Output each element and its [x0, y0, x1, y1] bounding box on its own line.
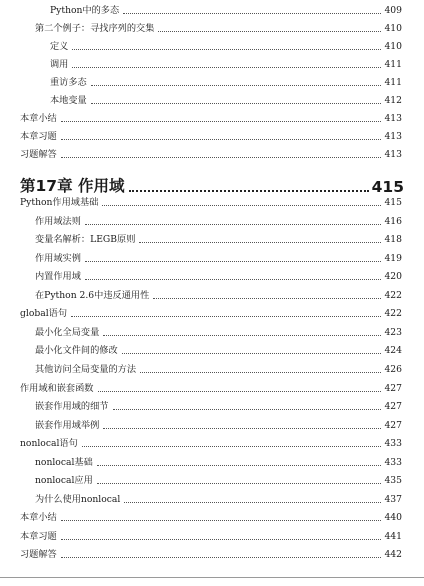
- toc-entry-page-number: 422: [384, 289, 402, 301]
- toc-entry-page-number: 410: [384, 41, 402, 52]
- toc-entry: [20, 195, 402, 209]
- dot-leader: [122, 353, 382, 354]
- toc-entry: [50, 39, 402, 53]
- toc-entry-title: 习题解答: [20, 149, 57, 160]
- toc-entry: [35, 362, 402, 376]
- toc-entry-page-number: 422: [384, 308, 402, 320]
- toc-entry: [35, 269, 402, 283]
- dot-leader: [124, 502, 381, 503]
- toc-entry-title: 嵌套作用域举例: [35, 419, 100, 431]
- chapter-heading: [20, 172, 404, 196]
- toc-entry: [20, 529, 402, 543]
- toc-entry-page-number: 410: [384, 23, 402, 34]
- dot-leader: [103, 335, 381, 336]
- dot-leader: [91, 85, 382, 86]
- toc-entry-page-number: 424: [384, 345, 402, 357]
- toc-entry: [35, 21, 402, 35]
- toc-entry: [20, 306, 402, 320]
- toc-entry-title: 定义: [50, 41, 69, 52]
- toc-entry-title: 最小化文件间的修改: [35, 345, 118, 357]
- toc-entry: [20, 111, 402, 125]
- toc-entry-title: 作用域和嵌套函数: [20, 382, 94, 394]
- toc-entry: [20, 147, 402, 161]
- dot-leader: [103, 428, 381, 429]
- toc-entry-page-number: 413: [384, 149, 402, 160]
- toc-entry-title: 嵌套作用域的细节: [35, 401, 109, 413]
- toc-entry-title: 作用域实例: [35, 252, 81, 264]
- toc-entry-page-number: 416: [384, 215, 402, 227]
- dot-leader: [85, 279, 382, 280]
- dot-leader: [61, 157, 382, 158]
- toc-entry-page-number: 413: [384, 131, 402, 142]
- toc-entry-title: 内置作用域: [35, 271, 81, 283]
- toc-entry-title: 本章小结: [20, 113, 57, 124]
- toc-entry-page-number: 426: [384, 363, 402, 375]
- toc-entry-title: 调用: [50, 59, 69, 70]
- toc-entry-title: 变量名解析：LEGB原则: [35, 234, 136, 246]
- toc-entry-page-number: 418: [384, 234, 402, 246]
- toc-entry: [35, 473, 402, 487]
- toc-entry: [35, 492, 402, 506]
- toc-entry-title: 最小化全局变量: [35, 326, 100, 338]
- dot-leader: [102, 205, 381, 206]
- toc-entry: [50, 93, 402, 107]
- dot-leader: [85, 261, 382, 262]
- toc-entry-title: Python作用域基础: [20, 197, 99, 208]
- toc-entry: [35, 288, 402, 302]
- dot-leader: [123, 13, 381, 14]
- toc-entry-title: Python中的多态: [50, 5, 120, 16]
- toc-entry: [20, 129, 402, 143]
- toc-entry-page-number: 427: [384, 401, 402, 413]
- toc-entry-title: nonlocal应用: [35, 475, 93, 487]
- toc-entry-page-number: 441: [384, 530, 402, 542]
- toc-entry: [20, 510, 402, 524]
- dot-leader: [91, 103, 382, 104]
- dot-leader: [139, 242, 381, 243]
- dot-leader: [85, 224, 382, 225]
- dot-leader: [140, 372, 381, 373]
- toc-entry-title: 本章习题: [20, 131, 57, 142]
- toc-entry: [35, 455, 402, 469]
- dot-leader: [72, 49, 381, 50]
- footer-rule: [0, 577, 424, 578]
- toc-entry-title: 为什么使用nonlocal: [35, 493, 121, 505]
- toc-entry: [35, 232, 402, 246]
- toc-entry-title: 重访多态: [50, 77, 87, 88]
- dot-leader: [153, 298, 381, 299]
- toc-entry-page-number: 423: [384, 326, 402, 338]
- dot-leader: [61, 520, 382, 521]
- toc-entry-page-number: 420: [384, 271, 402, 283]
- toc-entry: [50, 75, 402, 89]
- toc-entry-page-number: 435: [384, 475, 402, 487]
- dot-leader: [61, 121, 382, 122]
- toc-entry-title: nonlocal基础: [35, 456, 93, 468]
- toc-entry: [20, 547, 402, 561]
- dot-leader: [158, 31, 381, 32]
- toc-entry: [35, 343, 402, 357]
- toc-entry: [35, 418, 402, 432]
- dot-leader: [61, 557, 382, 558]
- dot-leader: [129, 190, 368, 192]
- dot-leader: [61, 539, 382, 540]
- toc-entry-page-number: 437: [384, 493, 402, 505]
- toc-entry-page-number: 427: [384, 382, 402, 394]
- toc-entry-page-number: 413: [384, 113, 402, 124]
- toc-entry: [50, 57, 402, 71]
- toc-entry-title: nonlocal语句: [20, 438, 78, 450]
- dot-leader: [97, 483, 382, 484]
- toc-entry-page-number: 409: [384, 5, 402, 16]
- dot-leader: [82, 446, 382, 447]
- toc-entry-title: 第二个例子：寻找序列的交集: [35, 23, 155, 34]
- toc-entry-page-number: 427: [384, 419, 402, 431]
- toc-entry-title: global语句: [20, 308, 68, 320]
- toc-entry-title: 习题解答: [20, 549, 57, 561]
- toc-entry-page-number: 433: [384, 438, 402, 450]
- toc-entry-page-number: 433: [384, 456, 402, 468]
- toc-entry-page-number: 442: [384, 549, 402, 561]
- toc-entry-page-number: 440: [384, 512, 402, 524]
- toc-entry-page-number: 412: [384, 95, 402, 106]
- toc-entry: [20, 381, 402, 395]
- toc-entry-title: 作用域法则: [35, 215, 81, 227]
- dot-leader: [98, 391, 382, 392]
- dot-leader: [61, 139, 382, 140]
- toc-entry: [35, 399, 402, 413]
- toc-entry: [35, 214, 402, 228]
- toc-entry-page-number: 411: [384, 59, 402, 70]
- toc-entry-title: 其他访问全局变量的方法: [35, 363, 137, 375]
- toc-entry: [50, 3, 402, 17]
- dot-leader: [113, 409, 382, 410]
- toc-entry-page-number: 411: [384, 77, 402, 88]
- chapter-page-number: 415: [371, 178, 404, 196]
- dot-leader: [72, 67, 381, 68]
- toc-entry-title: 本章习题: [20, 530, 57, 542]
- toc-entry-title: 本章小结: [20, 512, 57, 524]
- chapter-title: 第17章 作用域: [20, 177, 125, 195]
- toc-entry: [35, 251, 402, 265]
- dot-leader: [97, 465, 382, 466]
- toc-entry-title: 本地变量: [50, 95, 87, 106]
- dot-leader: [71, 316, 381, 317]
- toc-entry: [20, 436, 402, 450]
- toc-entry-title: 在Python 2.6中违反通用性: [35, 289, 150, 301]
- toc-entry-page-number: 415: [384, 197, 402, 208]
- toc-entry-page-number: 419: [384, 252, 402, 264]
- toc-entry: [35, 325, 402, 339]
